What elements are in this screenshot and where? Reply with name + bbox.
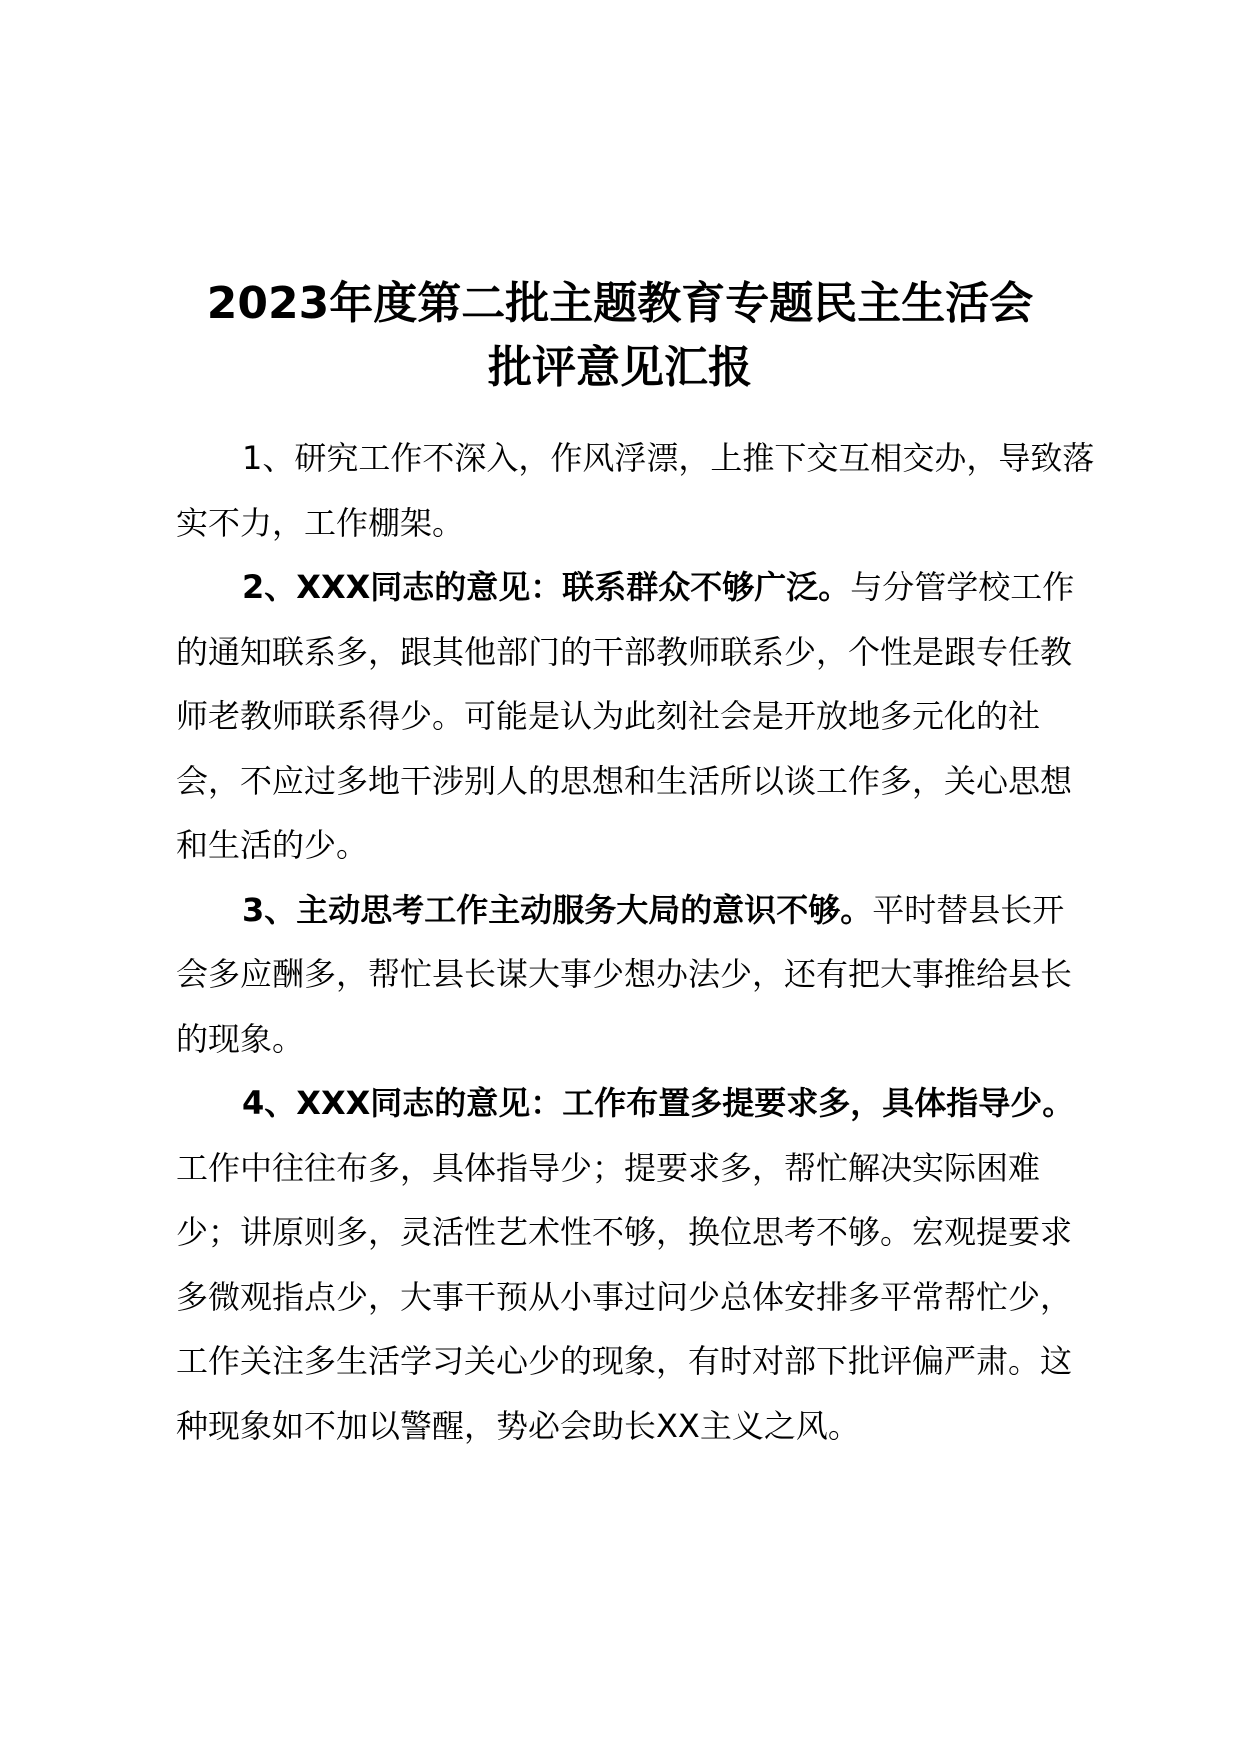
paragraph-text: 1、研究工作不深入，作风浮漂，上推下交互相交办，导致落实不力，工作棚架。 — [176, 439, 1095, 542]
paragraph-text: 与分管学校工作的通知联系多，跟其他部门的干部教师联系少，个性是跟专任教师老教师联系得少。可能是认为此刻社会是开放地多元化的社会，不应过多地干涉别人的思想和生活所以谈工作多，关心思想和生活的少。 — [176, 568, 1075, 864]
document-body — [176, 426, 1096, 1458]
paragraph-text: 平时替县长开会多应酬多，帮忙县长谋大事少想办法少，还有把大事推给县长的现象。 — [176, 890, 1073, 1058]
paragraph-lead: 3、主动思考工作主动服务大局的意识不够。 — [242, 890, 873, 929]
paragraph-2 — [176, 555, 1096, 878]
paragraph-3 — [176, 878, 1096, 1072]
title-line-1: 2023年度第二批主题教育专题民主生活会 — [206, 278, 1034, 329]
paragraph-lead: 2、XXX同志的意见：联系群众不够广泛。 — [242, 568, 851, 606]
paragraph-text: 工作中往往布多，具体指导少；提要求多，帮忙解决实际困难少；讲原则多，灵活性艺术性不够，换位思考不够。宏观提要求多微观指点少，大事干预从小事过问少总体安排多平常帮忙少，工作关注多生活学习关心少的现象，有时对部下批评偏严肃。这种现象如不加以警醒，势必会助长XX主义之风。 — [176, 1148, 1073, 1445]
paragraph-4 — [176, 1071, 1096, 1458]
title-line-2: 批评意见汇报 — [488, 342, 752, 393]
paragraph-lead: 4、XXX同志的意见：工作布置多提要求多，具体指导少。 — [242, 1084, 1075, 1122]
paragraph-1 — [176, 426, 1096, 555]
document-title — [160, 272, 1080, 400]
